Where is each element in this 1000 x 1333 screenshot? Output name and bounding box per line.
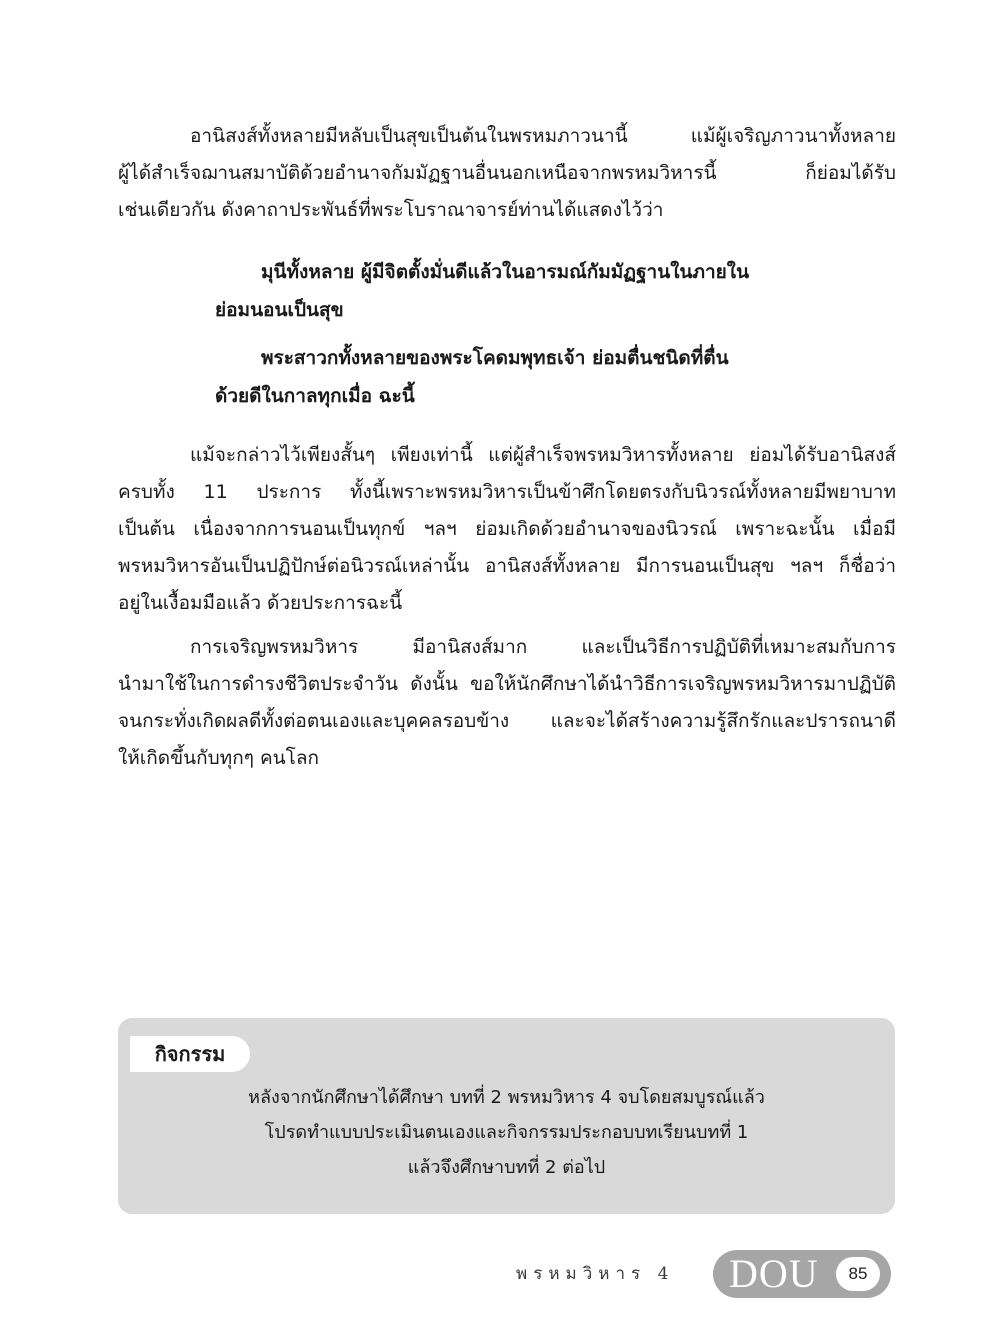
paragraph-line: เช่นเดียวกัน ดังคาถาประพันธ์ที่พระโบราณาจารย์ท่านได้แสดงไว้ว่า bbox=[118, 199, 664, 221]
footer-badge bbox=[713, 1250, 891, 1298]
verse-line: มุนีทั้งหลาย ผู้มีจิตตั้งมั่นดีแล้วในอารมณ์กัมมัฏฐานในภายใน bbox=[261, 261, 750, 283]
paragraph-line: เป็นต้น เนื่องจากการนอนเป็นทุกข์ ฯลฯ ย่อมเกิดด้วยอำนาจของนิวรณ์ เพราะฉะนั้น เมื่อมี bbox=[118, 518, 896, 540]
verse-line: พระสาวกทั้งหลายของพระโคดมพุทธเจ้า ย่อมตื่นชนิดที่ตื่น bbox=[261, 347, 729, 369]
paragraph-line: อานิสงส์ทั้งหลายมีหลับเป็นสุขเป็นต้นในพรหมภาวนานี้ แม้ผู้เจริญภาวนาทั้งหลาย bbox=[190, 125, 896, 147]
paragraph-line: การเจริญพรหมวิหาร มีอานิสงส์มาก และเป็นวิธีการปฏิบัติที่เหมาะสมกับการ bbox=[190, 636, 896, 658]
verse-2 bbox=[215, 339, 815, 415]
paragraph-line: นำมาใช้ในการดำรงชีวิตประจำวัน ดังนั้น ขอให้นักศึกษาได้นำวิธีการเจริญพรหมวิหารมาปฏิบัติ bbox=[118, 673, 896, 695]
footer-book-title: พรหมวิหาร 4 bbox=[516, 1264, 675, 1284]
paragraph-line: จนกระทั่งเกิดผลดีทั้งต่อตนเองและบุคคลรอบข้าง และจะได้สร้างความรู้สึกรักและปรารถนาดี bbox=[118, 710, 896, 732]
activity-line: หลังจากนักศึกษาได้ศึกษา บทที่ 2 พรหมวิหาร 4 จบโดยสมบูรณ์แล้ว bbox=[248, 1087, 765, 1108]
paragraph-line: แม้จะกล่าวไว้เพียงสั้นๆ เพียงเท่านี้ แต่ผู้สำเร็จพรหมวิหารทั้งหลาย ย่อมได้รับอานิสงส์ bbox=[190, 444, 896, 466]
activity-line: แล้วจึงศึกษาบทที่ 2 ต่อไป bbox=[407, 1157, 606, 1178]
paragraph-line: พรหมวิหารอันเป็นปฏิปักษ์ต่อนิวรณ์เหล่านั้น อานิสงส์ทั้งหลาย มีการนอนเป็นสุข ฯลฯ ก็ชื่อว่า bbox=[118, 555, 896, 577]
activity-label: กิจกรรม bbox=[130, 1036, 250, 1072]
paragraph-line: ครบทั้ง 11 ประการ ทั้งนี้เพราะพรหมวิหารเป็นข้าศึกโดยตรงกับนิวรณ์ทั้งหลายมีพยาบาท bbox=[118, 481, 896, 503]
paragraph-line: ให้เกิดขึ้นกับทุกๆ คนโลก bbox=[118, 747, 320, 769]
page-number: 85 bbox=[836, 1257, 880, 1291]
activity-line: โปรดทำแบบประเมินตนเองและกิจกรรมประกอบบทเรียนบทที่ 1 bbox=[264, 1122, 749, 1143]
paragraph-line: ผู้ได้สำเร็จฌานสมาบัติด้วยอำนาจกัมมัฏฐานอื่นนอกเหนือจากพรหมวิหารนี้ ก็ย่อมได้รับ bbox=[118, 162, 896, 184]
verse-line: ด้วยดีในกาลทุกเมื่อ ฉะนี้ bbox=[215, 385, 415, 407]
paragraph-3 bbox=[118, 629, 896, 777]
paragraph-line: อยู่ในเงื้อมมือแล้ว ด้วยประการฉะนี้ bbox=[118, 592, 403, 614]
activity-box bbox=[118, 1018, 895, 1214]
verse-line: ย่อมนอนเป็นสุข bbox=[215, 299, 344, 321]
verse-1 bbox=[215, 253, 815, 329]
dou-logo: DOU bbox=[729, 1251, 819, 1296]
paragraph-2 bbox=[118, 437, 896, 622]
paragraph-1 bbox=[118, 118, 896, 229]
activity-instructions bbox=[118, 1080, 895, 1185]
